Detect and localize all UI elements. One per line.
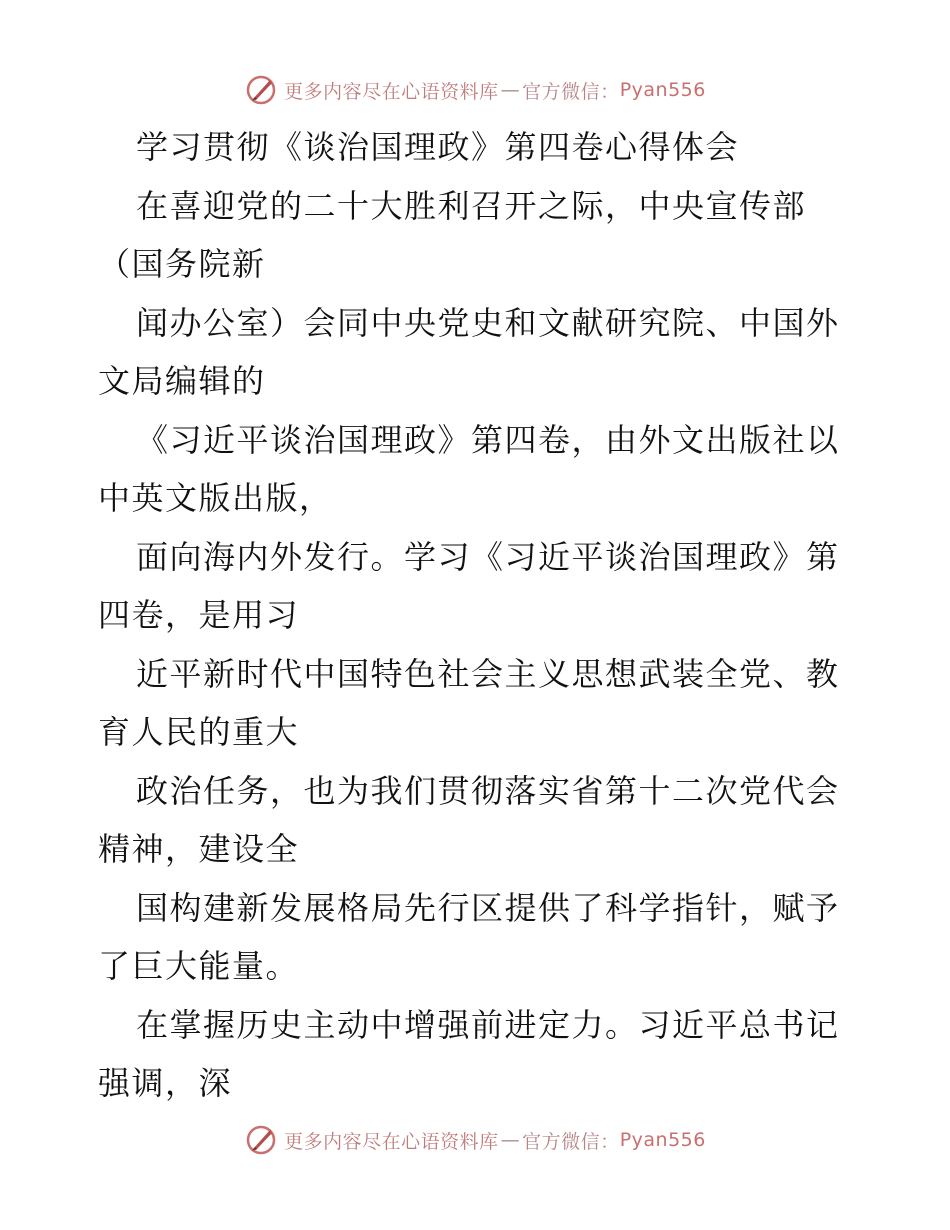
watermark-site-text: 更多内容尽在心语资料库 bbox=[284, 80, 499, 103]
paragraph-line: 文局编辑的 bbox=[98, 362, 266, 400]
paragraph-line: 四卷，是用习 bbox=[98, 596, 300, 634]
watermark-wechat-label: 官方微信： bbox=[522, 80, 620, 103]
paragraph-line: 国构建新发展格局先行区提供了科学指针，赋予 bbox=[136, 888, 840, 927]
quill-pen-circle-icon bbox=[244, 1123, 278, 1157]
document-body bbox=[98, 118, 858, 1113]
paragraph-line: 政治任务，也为我们贯彻落实省第十二次党代会 bbox=[136, 771, 840, 810]
watermark-wechat-id: Pyan556 bbox=[619, 1129, 706, 1151]
paragraph-line: （国务院新 bbox=[98, 245, 266, 283]
paragraph-line: 中英文版出版， bbox=[98, 479, 333, 517]
paragraph-line: 近平新时代中国特色社会主义思想武装全党、教 bbox=[136, 654, 840, 693]
watermark-dash: — bbox=[500, 1129, 521, 1151]
paragraph-line: 精神，建设全 bbox=[98, 830, 300, 868]
paragraph-line: 《习近平谈治国理政》第四卷，由外文出版社以 bbox=[136, 420, 840, 459]
paragraph-line: 面向海内外发行。学习《习近平谈治国理政》第 bbox=[136, 537, 840, 576]
paragraph-line: 在掌握历史主动中增强前进定力。习近平总书记 bbox=[136, 1005, 840, 1044]
document-title: 学习贯彻《谈治国理政》第四卷心得体会 bbox=[136, 128, 740, 166]
header-watermark bbox=[0, 68, 950, 112]
paragraph-line: 强调，深 bbox=[98, 1064, 233, 1102]
paragraph-line: 了巨大能量。 bbox=[98, 947, 300, 985]
footer-watermark bbox=[0, 1118, 950, 1162]
paragraph-line: 闻办公室）会同中央党史和文献研究院、中国外 bbox=[136, 303, 840, 342]
watermark-site-text: 更多内容尽在心语资料库 bbox=[284, 1130, 499, 1153]
watermark-wechat-id: Pyan556 bbox=[619, 79, 706, 101]
paragraph-line: 育人民的重大 bbox=[98, 713, 300, 751]
paragraph-line: 在喜迎党的二十大胜利召开之际，中央宣传部 bbox=[136, 186, 807, 225]
quill-pen-circle-icon bbox=[244, 73, 278, 107]
watermark-wechat-label: 官方微信： bbox=[522, 1130, 620, 1153]
watermark-dash: — bbox=[500, 79, 521, 101]
